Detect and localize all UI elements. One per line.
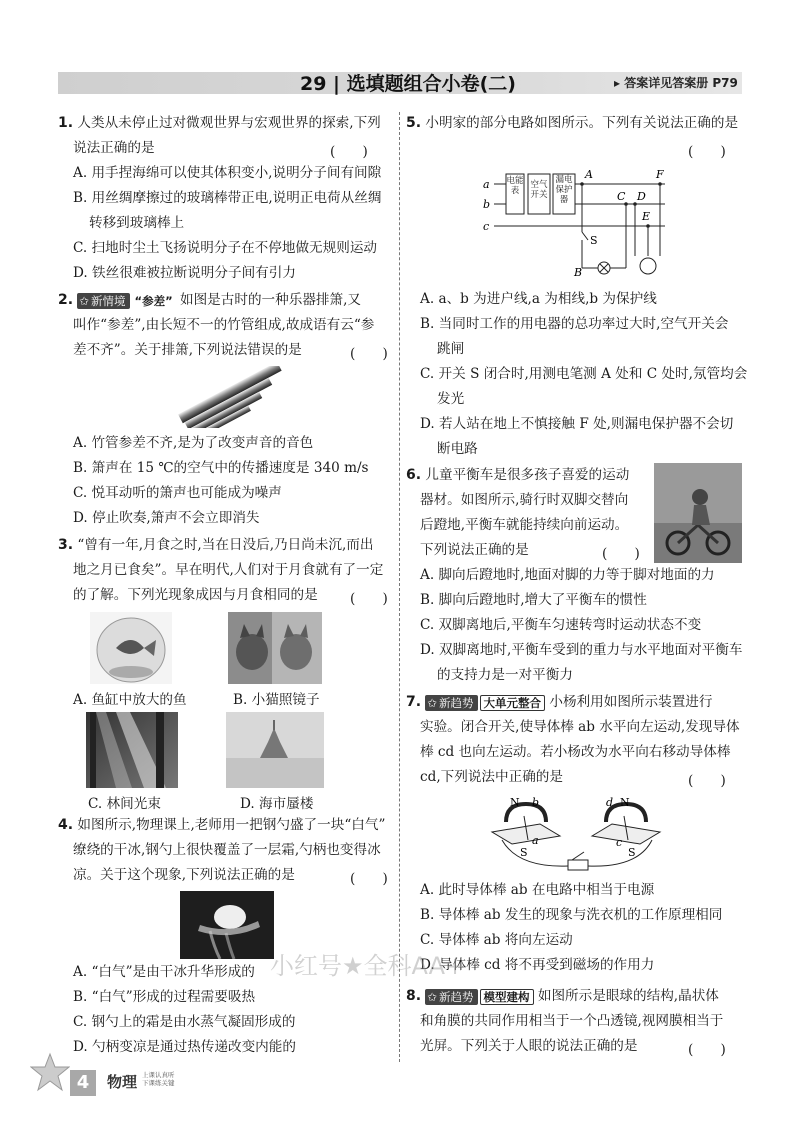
- question-5-line-1: [406, 111, 738, 136]
- answer-blank[interactable]: ( ): [350, 591, 388, 607]
- q5-option-c: C. 开关 S 闭合时,用测电笔测 A 处和 C 处时,氖管均会: [420, 366, 748, 382]
- star-icon: ✩: [427, 989, 438, 1004]
- subject-label: 物理: [107, 1073, 138, 1091]
- q6-option-c: C. 双脚离地后,平衡车匀速转弯时运动状态不变: [420, 617, 702, 633]
- label-S: S: [590, 234, 598, 247]
- label-C: C: [617, 190, 626, 203]
- page-title: 29 | 选填题组合小卷(二): [300, 73, 516, 95]
- q2-option-c: C. 悦耳动听的箫声也可能成为噪声: [73, 485, 282, 501]
- answer-blank[interactable]: ( ): [350, 346, 388, 362]
- label-F: F: [656, 168, 664, 181]
- question-7-line-2: 实验。闭合开关,使导体棒 ab 水平向左运动,发现导体: [420, 719, 740, 735]
- topic-tag: “参差”: [134, 293, 173, 308]
- q5-option-d-cont: 断电路: [437, 441, 478, 457]
- question-2-text: 如图是古时的一种乐器排箫,又: [179, 292, 362, 308]
- question-1-number: 1.: [58, 115, 74, 131]
- q2-option-b: B. 箫声在 15 ℃的空气中的传播速度是 340 m/s: [73, 460, 369, 476]
- q1-option-c: C. 扫地时尘土飞扬说明分子在不停地做无规则运动: [73, 240, 378, 256]
- q5-option-b: B. 当同时工作的用电器的总功率过大时,空气开关会: [420, 316, 729, 332]
- q4-option-b: B. “白气”形成的过程需要吸热: [73, 989, 256, 1005]
- panpipe-image: [168, 366, 293, 428]
- question-1-line-1: [58, 111, 381, 136]
- question-6-line-4: 下列说法正确的是: [420, 542, 529, 558]
- question-7-text: 小杨利用如图所示装置进行: [549, 694, 713, 710]
- label-A: A: [585, 168, 593, 181]
- new-context-tag: ✩ 新情境: [77, 293, 129, 309]
- q5-option-b-cont: 跳闸: [437, 341, 465, 357]
- q2-option-a: A. 竹管参差不齐,是为了改变声音的音色: [73, 435, 314, 451]
- label-D: D: [637, 190, 646, 203]
- question-4-number: 4.: [58, 817, 74, 833]
- label-c: c: [616, 836, 623, 849]
- label-B: B: [574, 266, 583, 279]
- q6-option-d: D. 双脚离地时,平衡车受到的重力与水平地面对平衡车: [420, 642, 743, 658]
- question-7-number: 7.: [406, 694, 422, 710]
- question-3-line-1: [58, 533, 374, 558]
- kitten-mirror-image: [228, 612, 322, 684]
- topic-tag: 模型建构: [480, 989, 534, 1005]
- q1-option-d: D. 铁丝很难被拉断说明分子间有引力: [73, 265, 296, 281]
- question-7-line-3: 棒 cd 也向左运动。若小杨改为水平向右移动导体棒: [420, 744, 731, 760]
- answer-blank[interactable]: ( ): [688, 144, 726, 160]
- q6-option-a: A. 脚向后蹬地时,地面对脚的力等于脚对地面的力: [420, 567, 715, 583]
- question-2-line-3: 差不齐”。关于排箫,下列说法错误的是: [73, 342, 302, 358]
- q7-option-d: D. 导体棒 cd 将不再受到磁场的作用力: [420, 957, 655, 973]
- question-3-text: “曾有一年,月食之时,当在日没后,乃日尚未沉,而出: [77, 537, 374, 553]
- q6-option-d-cont: 的支持力是一对平衡力: [437, 667, 573, 683]
- question-6-text: 儿童平衡车是很多孩子喜爱的运动: [425, 467, 630, 483]
- question-8-line-3: 光屏。下列关于人眼的说法正确的是: [420, 1038, 638, 1054]
- air-switch-label: 空气开关: [530, 180, 548, 200]
- label-b: b: [483, 198, 491, 211]
- footer-slogan: 上课认真听 下课练关键: [142, 1071, 175, 1087]
- new-trend-tag: ✩ 新趋势: [425, 695, 477, 711]
- question-5-text: 小明家的部分电路如图所示。下列有关说法正确的是: [425, 115, 739, 131]
- q2-option-d: D. 停止吹奏,箫声不会立即消失: [73, 510, 260, 526]
- question-6-line-1: [406, 463, 629, 488]
- question-7-line-4: cd,下列说法中正确的是: [420, 769, 563, 785]
- question-4-line-2: 缭绕的干冰,钢勺上很快覆盖了一层霜,勺柄也变得冰: [73, 842, 381, 858]
- question-2-line-2: 叫作“参差”,由长短不一的竹管组成,故成语有云“参: [73, 317, 375, 333]
- q3-caption-a: A. 鱼缸中放大的鱼: [73, 692, 187, 708]
- answer-reference: ▸ 答案详见答案册 P79: [614, 76, 738, 90]
- question-6-line-3: 后蹬地,平衡车就能持续向前运动。: [420, 517, 629, 533]
- star-badge-icon: [30, 1052, 70, 1092]
- label-E: E: [642, 210, 651, 223]
- question-3-line-2: 地之月已食矣”。早在明代,人们对于月食就有了一定: [73, 562, 384, 578]
- question-8-text: 如图所示是眼球的结构,晶状体: [537, 988, 719, 1004]
- mirage-image: [226, 712, 324, 788]
- q1-option-a: A. 用手捏海绵可以使其体积变小,说明分子间有间隙: [73, 165, 382, 181]
- q4-option-a: A. “白气”是由干冰升华形成的: [73, 964, 255, 980]
- q5-option-c-cont: 发光: [437, 391, 465, 407]
- magnet-rails-diagram: [488, 796, 666, 872]
- question-6-line-2: 器材。如图所示,骑行时双脚交替向: [420, 492, 629, 508]
- q3-caption-d: D. 海市蜃楼: [240, 796, 314, 812]
- star-icon: ✩: [79, 293, 90, 308]
- q7-option-c: C. 导体棒 ab 将向左运动: [420, 932, 573, 948]
- question-3-line-3: 的了解。下列光现象成因与月食相同的是: [73, 587, 318, 603]
- question-1-line-2: 说法正确的是: [73, 140, 155, 156]
- dry-ice-spoon-image: [180, 891, 274, 959]
- label-S1: S: [520, 846, 528, 859]
- q4-option-c: C. 钢勺上的霜是由水蒸气凝固形成的: [73, 1014, 296, 1030]
- label-c: c: [483, 220, 490, 233]
- forest-light-image: [86, 712, 178, 788]
- question-4-line-1: [58, 813, 385, 838]
- question-2-number: 2.: [58, 292, 74, 308]
- q3-caption-c: C. 林间光束: [88, 796, 161, 812]
- question-6-number: 6.: [406, 467, 422, 483]
- question-5-number: 5.: [406, 115, 422, 131]
- q7-option-a: A. 此时导体棒 ab 在电路中相当于电源: [420, 882, 655, 898]
- answer-blank[interactable]: ( ): [330, 144, 368, 160]
- question-8-line-1: [406, 984, 719, 1009]
- question-4-line-3: 凉。关于这个现象,下列说法正确的是: [73, 867, 295, 883]
- fishbowl-image: [90, 612, 172, 684]
- q7-option-b: B. 导体棒 ab 发生的现象与洗衣机的工作原理相同: [420, 907, 723, 923]
- q1-option-b: B. 用丝绸摩擦过的玻璃棒带正电,说明正电荷从丝绸: [73, 190, 382, 206]
- label-a: a: [483, 178, 490, 191]
- q4-option-d: D. 勺柄变凉是通过热传递改变内能的: [73, 1039, 296, 1055]
- question-8-line-2: 和角膜的共同作用相当于一个凸透镜,视网膜相当于: [420, 1013, 724, 1029]
- question-8-number: 8.: [406, 988, 422, 1004]
- question-4-text: 如图所示,物理课上,老师用一把钢勺盛了一块“白气”: [77, 817, 386, 833]
- answer-blank[interactable]: ( ): [688, 1042, 726, 1058]
- label-b: b: [532, 796, 540, 809]
- label-d: d: [606, 796, 614, 809]
- new-trend-tag: ✩ 新趋势: [425, 989, 477, 1005]
- question-2-line-1: [58, 288, 361, 313]
- q1-option-b-cont: 转移到玻璃棒上: [89, 215, 185, 231]
- topic-tag: 大单元整合: [480, 695, 546, 711]
- question-7-line-1: [406, 690, 712, 715]
- label-N2: N: [620, 796, 630, 809]
- column-divider: [399, 112, 400, 1062]
- answer-blank[interactable]: ( ): [688, 773, 726, 789]
- label-a: a: [532, 834, 539, 847]
- balance-bike-image: [654, 463, 742, 563]
- question-1-text: 人类从未停止过对微观世界与宏观世界的探索,下列: [77, 115, 381, 131]
- star-icon: ✩: [427, 695, 438, 710]
- label-N1: N: [510, 796, 520, 809]
- watermark: 小红号★全科AA+: [270, 952, 466, 980]
- q3-caption-b: B. 小猫照镜子: [233, 692, 320, 708]
- answer-blank[interactable]: ( ): [350, 871, 388, 887]
- label-S2: S: [628, 846, 636, 859]
- leak-protector-label: 漏电保护器: [555, 175, 573, 205]
- q6-option-b: B. 脚向后蹬地时,增大了平衡车的惯性: [420, 592, 647, 608]
- q5-option-a: A. a、b 为进户线,a 为相线,b 为保护线: [420, 291, 657, 307]
- meter-label: 电能表: [506, 176, 524, 196]
- question-3-number: 3.: [58, 537, 74, 553]
- answer-blank[interactable]: ( ): [602, 546, 640, 562]
- page-number: 4: [70, 1070, 96, 1096]
- q5-option-d: D. 若人站在地上不慎接触 F 处,则漏电保护器不会切: [420, 416, 734, 432]
